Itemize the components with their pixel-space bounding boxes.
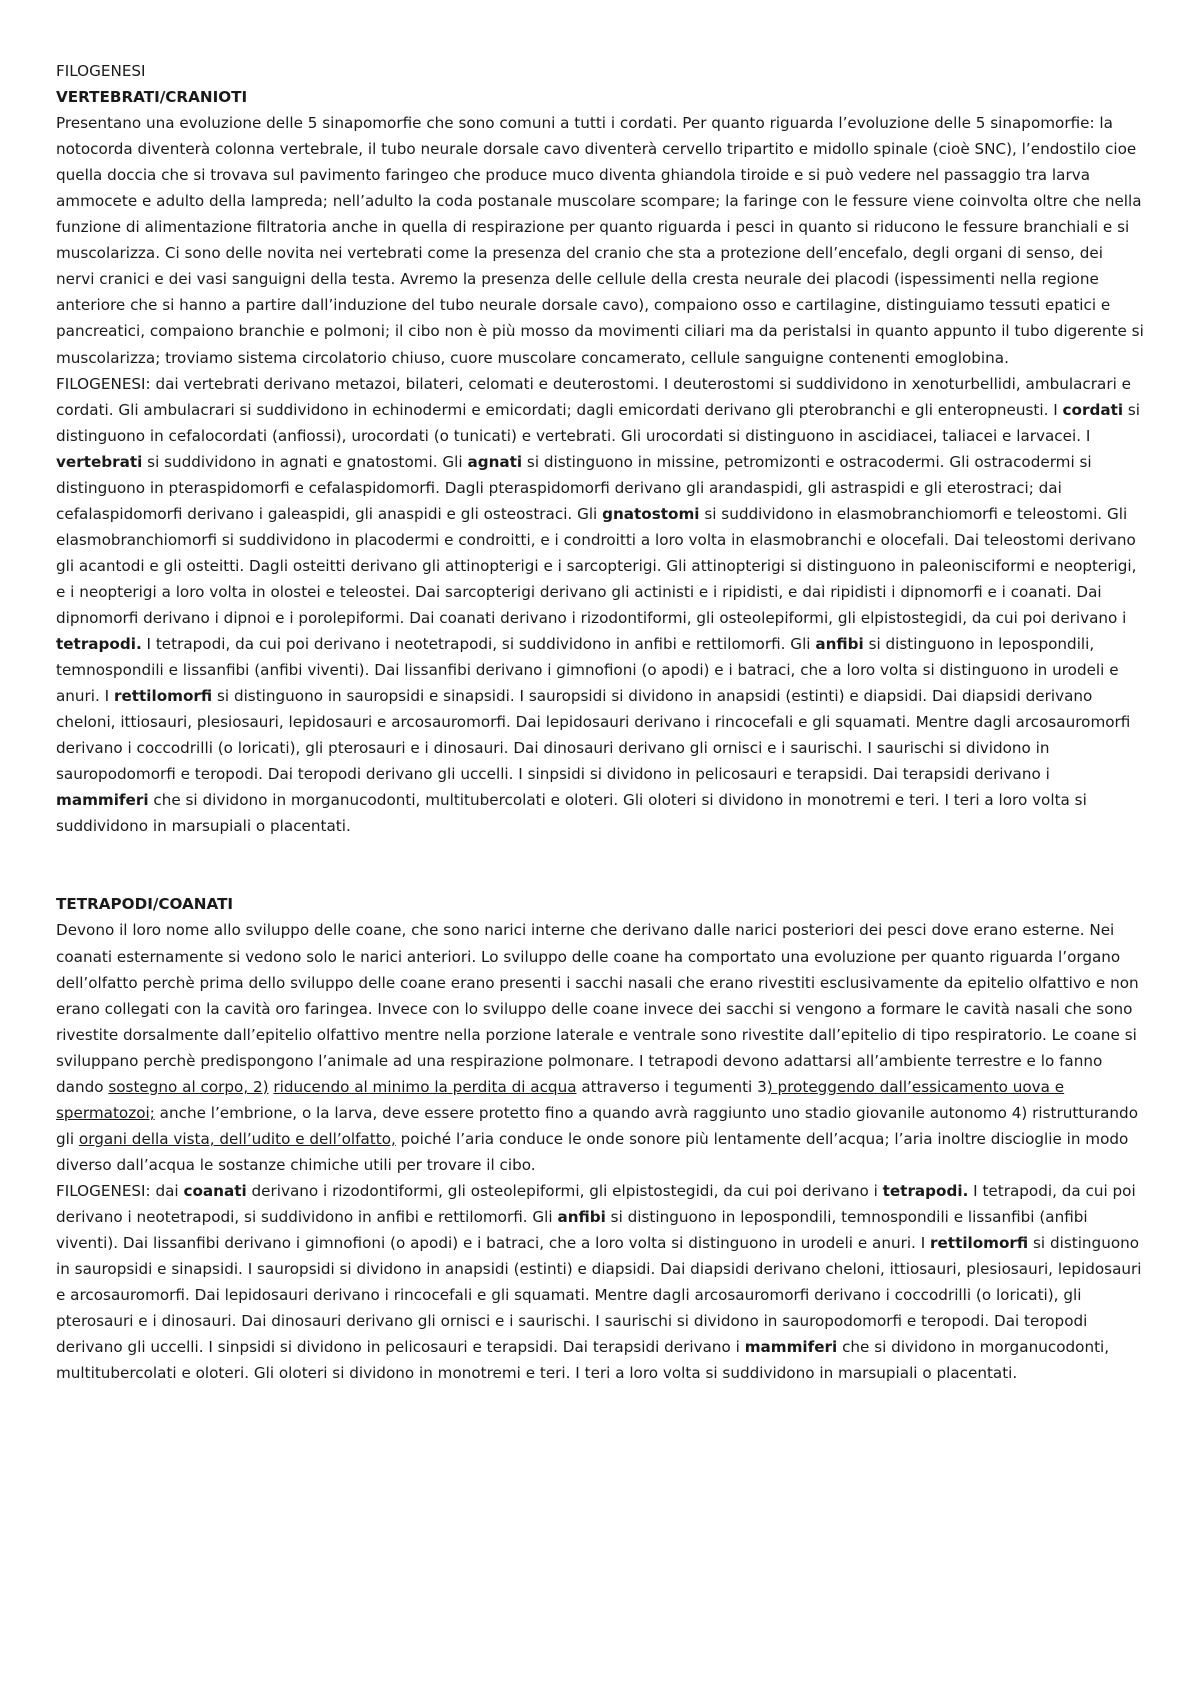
text-run: si distinguono in sauropsidi e sinapsidi. I sauropsidi si dividono in anapsidi (estinti) e diapsidi. Dai diapsidi derivano cheloni, ittiosauri, plesiosauri, lepidosauri e arcosauromorfi. Dai lepidosauri derivano i rincocefali e gli squamati. Mentre dagli arcosauromorfi derivano i coccodrilli (o loricati), gli pterosauri e i dinosauri. Dai dinosauri derivano gli ornisci e i saurischi. I saurischi si dividono in sauropodomorfi e teropodi. Dai teropodi derivano gli uccelli. I sinpsidi si dividono in pelicosauri e terapsidi. Dai terapsidi derivano i (56, 1234, 1142, 1357)
bold-term-rettilomorfi: rettilomorfi (930, 1234, 1029, 1253)
text-run: I tetrapodi, da cui poi derivano i neotetrapodi, si suddividono in anfibi e rettilomorfi. Gli (56, 1181, 1136, 1226)
text-run: I tetrapodi, da cui poi derivano i neotetrapodi, si suddividono in anfibi e rettilomorfi. Gli (141, 635, 816, 654)
paragraph-vertebrati-phylogeny (56, 371, 1146, 840)
bold-term-mammiferi: mammiferi (744, 1338, 838, 1357)
bold-term-tetrapodi: tetrapodi. (56, 635, 142, 654)
bold-term-coanati: coanati (183, 1181, 247, 1200)
bold-term-vertebrati: vertebrati (56, 452, 143, 471)
paragraph-tetrapodi-phylogeny (56, 1178, 1146, 1386)
text-run: si distinguono in lepospondili, temnospondili e lissanfibi (anfibi viventi). Dai lissanfibi derivano i gimnofioni (o apodi) e i batraci, che a loro volta si distinguono in urodeli e anuri. I (56, 1207, 1088, 1253)
text-run: si suddividono in agnati e gnatostomi. Gli (142, 452, 468, 471)
document-page (56, 58, 1146, 1386)
document-label: FILOGENESI (56, 62, 146, 80)
text-run: si distinguono in cefalocordati (anfiossi), urocordati (o tunicati) e vertebrati. Gli urocordati si distinguono in ascidiacei, taliacei e larvacei. I (56, 400, 1141, 445)
bold-term-gnatostomi: gnatostomi (602, 504, 700, 523)
text-run: FILOGENESI: dai vertebrati derivano metazoi, bilateri, celomati e deuterostomi. I deuterostomi si suddividono in xenoturbellidi, ambulacrari e cordati. Gli ambulacrari si suddividono in echinodermi e emicordati; dagli emicordati derivano gli pterobranchi e gli enteropneusti. I (56, 374, 1131, 419)
underlined-phrase: riducendo al minimo la perdita di acqua (273, 1077, 577, 1096)
text-run: attraverso i tegumenti 3 (576, 1077, 767, 1096)
text-run: derivano i rizodontiformi, gli osteolepiformi, gli elpistostegidi, da cui poi derivano i (246, 1181, 883, 1200)
text-run: poiché l’aria conduce le onde sonore più lentamente dell’acqua; l’aria inoltre discioglie in modo diverso dall’acqua le sostanze chimiche utili per trovare il cibo. (56, 1129, 1129, 1174)
bold-term-anfibi: anfibi (557, 1207, 606, 1226)
underlined-phrase: organi della vista, dell’udito e dell’olfatto, (78, 1129, 396, 1148)
bold-term-cordati: cordati (1062, 400, 1124, 419)
text-run: si distinguono in sauropsidi e sinapsidi. I sauropsidi si dividono in anapsidi (estinti) e diapsidi. Dai diapsidi derivano cheloni, ittiosauri, plesiosauri, lepidosauri e arcosauromorfi. Dai lepidosauri derivano i rincocefali e gli squamati. Mentre dagli arcosauromorfi derivano i coccodrilli (o loricati), gli pterosauri e i dinosauri. Dai dinosauri derivano gli ornisci e i saurischi. I saurischi si dividono in sauropodomorfi e teropodi. Dai teropodi derivano gli uccelli. I sinpsidi si dividono in pelicosauri e terapsidi. Dai terapsidi derivano i (56, 687, 1131, 784)
bold-term-agnati: agnati (467, 452, 523, 471)
text-run: si distinguono in missine, petromizonti e ostracodermi. Gli ostracodermi si distinguono in pteraspidomorfi e cefalaspidomorfi. Dagli pteraspidomorfi derivano gli arandaspidi, gli astraspidi e gli eterostraci; dai cefalaspidomorfi derivano i galeaspidi, gli anaspidi e gli osteostraci. Gli (56, 452, 1092, 523)
text-run: che si dividono in morganucodonti, multitubercolati e oloteri. Gli oloteri si dividono in monotremi e teri. I teri a loro volta si suddividono in marsupiali o placentati. (56, 791, 1087, 836)
text-run: Devono il loro nome allo sviluppo delle coane, che sono narici interne che derivano dalle narici posteriori dei pesci dove erano esterne. Nei coanati esternamente si vedono solo le narici anteriori. Lo sviluppo delle coane ha comportato una evoluzione per quanto riguarda l’organo dell’olfatto perchè prima dello sviluppo delle coane erano presenti i sacchi nasali che erano rivestiti esclusivamente da epitelio olfattivo e non erano collegati con la cavità oro faringea. Invece con lo sviluppo delle coane invece dei sacchi si vengono a formare le cavità nasali che sono rivestite dorsalmente dall’epitelio olfattivo mentre nella porzione laterale e ventrale sono rivestite dall’epitelio di tipo respiratorio. Le coane si sviluppano perchè predispongono l’animale ad una respirazione polmonare. I tetrapodi devono adattarsi all’ambiente terrestre e lo fanno dando (56, 921, 1139, 1096)
bold-term-tetrapodi: tetrapodi. (882, 1181, 969, 1200)
paragraph-vertebrati-intro: Presentano una evoluzione delle 5 sinapomorfie che sono comuni a tutti i cordati. Per quanto riguarda l’evoluzione delle 5 sinapomorfie: la notocorda diventerà colonna vertebrale, il tubo neurale dorsale cavo diventerà cervello tripartito e midollo spinale (cioè SNC), l’endostilo cioe quella doccia che si trovava sul pavimento faringeo che produce muco diventa ghiandola tiroide e si può vedere nel passaggio tra larva ammocete e adulto della lampreda; nell’adulto la coda postanale muscolare scompare; la faringe con le fessure viene coinvolta oltre che nella funzione di alimentazione filtratoria anche in quella di respirazione per quanto riguarda i pesci in quanto si riducono le fessure branchiali e si muscolarizza. Ci sono delle novita nei vertebrati come la presenza del cranio che sta a protezione dell’encefalo, degli organi di senso, dei nervi cranici e dei vasi sanguigni della testa. Avremo la presenza delle cellule della cresta neurale dei placodi (ispessimenti nella regione anteriore che si hanno a partire dall’induzione del tubo neurale dorsale cavo), compaiono osso e cartilagine, distinguiamo tessuti epatici e pancreatici, compaiono branchie e polmoni; il cibo non è più mosso da movimenti ciliari ma da peristalsi in quanto appunto il tubo digerente si muscolarizza; troviamo sistema circolatorio chiuso, cuore muscolare concamerato, cellule sanguigne contenenti emoglobina. (56, 114, 1144, 367)
section-spacer (56, 839, 1146, 891)
text-run: anche l’embrione, o la larva, deve essere protetto fino a quando avrà raggiunto uno stadio giovanile autonomo 4) ristrutturando gli (56, 1103, 1138, 1148)
underlined-phrase: ) proteggendo dall’essicamento uova e spermatozoi; (56, 1077, 1065, 1122)
text-run: FILOGENESI: dai (56, 1181, 184, 1200)
text-run: che si dividono in morganucodonti, multitubercolati e oloteri. Gli oloteri si dividono in monotremi e teri. I teri a loro volta si suddividono in marsupiali o placentati. (56, 1338, 1110, 1383)
text-run: si suddividono in elasmobranchiomorfi e teleostomi. Gli elasmobranchiomorfi si suddividono in placodermi e condroitti, e i condroitti a loro volta in elasmobranchi e olocefali. Dai teleostomi derivano gli acantodi e gli osteitti. Dagli osteitti derivano gli attinopterigi e i sarcopterigi. Gli attinopterigi si distinguono in paleonisciformi e neopterigi, e i neopterigi a loro volta in olostei e teleostei. Dai sarcopterigi derivano gli actinisti e i ripidisti, e dai ripidisti i dipnomorfi e i coanati. Dai dipnomorfi derivano i dipnoi e i porolepiformi. Dai coanati derivano i rizodontiformi, gli osteolepiformi, gli elpistostegidi, da cui poi derivano i (56, 504, 1137, 627)
text-run: si distinguono in lepospondili, temnospondili e lissanfibi (anfibi viventi). Dai lissanfibi derivano i gimnofioni (o apodi) e i batraci, che a loro volta si distinguono in urodeli e anuri. I (56, 635, 1119, 706)
underlined-phrase: sostegno al corpo, 2) (108, 1077, 269, 1096)
bold-term-anfibi: anfibi (815, 635, 864, 654)
section-heading-vertebrati: VERTEBRATI/CRANIOTI (56, 88, 248, 107)
paragraph-tetrapodi-intro (56, 917, 1146, 1177)
bold-term-mammiferi: mammiferi (56, 791, 149, 810)
section-heading-tetrapodi: TETRAPODI/COANATI (56, 895, 234, 914)
bold-term-rettilomorfi: rettilomorfi (113, 687, 213, 706)
